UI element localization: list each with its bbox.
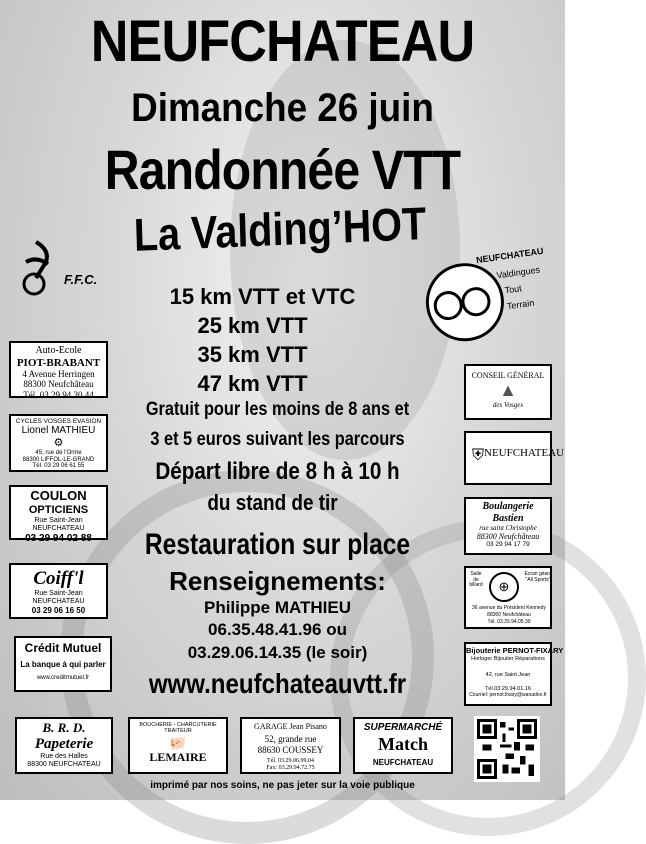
- billiard-ball-icon: ⊕: [489, 572, 519, 602]
- ad-garage-line: 88630 COUSSEY: [257, 744, 324, 755]
- pricing-line-2: 3 et 5 euros suivant les parcours: [150, 429, 405, 450]
- qr-code[interactable]: [474, 716, 540, 782]
- contact-phone-1: 06.35.48.41.96 ou: [208, 620, 347, 639]
- ad-billard-screen: Ecran géant "All Sports": [524, 571, 552, 583]
- ad-coulon-line: 03 29 94 02 88: [25, 532, 92, 544]
- ad-coulon-line: OPTICIENS: [28, 503, 89, 516]
- ad-garage-line: Tél. 03.29.06.99.04: [267, 757, 314, 764]
- town-crest-icon: ⛨: [472, 447, 485, 464]
- route-3: 35 km VTT: [197, 342, 308, 367]
- ad-boulangerie: [464, 497, 552, 555]
- ad-boulangerie-line: Boulangerie: [482, 501, 534, 512]
- ad-bijouterie-line: 42, rue Saint Jean: [485, 671, 531, 678]
- ad-coiffure-line: Rue Saint-Jean: [34, 589, 83, 597]
- ad-conseil-general-line: des Vosges: [492, 400, 524, 409]
- ad-bijouterie-line: Bijouterie PERNOT-FIXARY: [466, 646, 564, 655]
- ad-brd: [15, 717, 113, 774]
- bike-wheels-icon: [421, 259, 502, 340]
- ad-auto-ecole-line: 88300 Neufchâteau: [23, 379, 94, 390]
- club-logo-word-2: Tout: [503, 283, 523, 296]
- ad-brd-line: B. R. D.: [42, 720, 86, 735]
- ad-conseil-general: [464, 364, 552, 420]
- ad-bijouterie: [464, 642, 564, 706]
- ffc-logo: [18, 232, 108, 304]
- ad-billard-label: Salle de billard: [469, 571, 483, 588]
- ad-conseil-general-line: CONSEIL GÉNÉRAL: [471, 371, 545, 380]
- ad-brd-line: 88300 NEUFCHATEAU: [27, 761, 101, 769]
- route-2: 25 km VTT: [197, 313, 308, 338]
- ad-credit-mutuel-word: Crédit: [24, 641, 60, 655]
- route-1: 15 km VTT et VTC: [169, 284, 356, 309]
- ad-cycles-line: Lionel MATHIEU: [21, 425, 96, 437]
- ad-boulangerie-line: rue saint Christophe: [479, 524, 537, 532]
- ad-billard-line: 36 avenue du Président Kennedy: [472, 605, 546, 611]
- contact-name: Philippe MATHIEU: [203, 598, 351, 617]
- ad-credit-mutuel-line: www.creditmutuel.fr: [36, 674, 90, 681]
- qr-code-icon: [477, 719, 537, 779]
- ad-credit-mutuel-line: [16, 642, 110, 656]
- website-link[interactable]: www.neufchateauvtt.fr: [148, 668, 407, 699]
- ad-ville-line: NEUFCHATEAU: [484, 447, 565, 459]
- ad-coiffure: [9, 563, 108, 619]
- ad-boulangerie-line: Bastien: [492, 512, 524, 524]
- ad-cycles-line: CYCLES VOSGES EVASION: [15, 418, 102, 425]
- poster-title: NEUFCHATEAU: [90, 9, 475, 74]
- cyclist-icon: [18, 232, 108, 304]
- ad-coulon-line: NEUFCHATEAU: [32, 524, 85, 532]
- footer-note: imprimé par nos soins, ne pas jeter sur la voie publique: [150, 780, 415, 791]
- ad-billard-line: Tél. 03.29.94.05.39: [487, 619, 531, 625]
- ad-brd-line: Rue des Halles: [40, 753, 88, 761]
- ad-bijouterie-line: Courriel: pernot.fixary@wanadoo.fr: [469, 691, 547, 698]
- ad-coulon-line: COULON: [30, 488, 87, 503]
- ad-boulangerie-line: 88300 Neufchâteau: [476, 532, 540, 542]
- ad-cycles-line: Tél. 03 29 06 61 55: [32, 463, 85, 470]
- ad-auto-ecole-line: Auto-Ecole: [35, 345, 82, 356]
- ad-match: [353, 717, 453, 774]
- event-date: Dimanche 26 juin: [131, 86, 434, 130]
- bike-icon: ⚙: [53, 436, 64, 449]
- ad-coulon: [9, 485, 108, 544]
- ad-lemaire-line: TRAITEUR: [164, 728, 192, 735]
- departure-line-1: Départ libre de 8 h à 10 h: [155, 458, 400, 485]
- ad-match-line: Match: [378, 733, 428, 754]
- ad-garage-line: 52, grande rue: [264, 734, 317, 745]
- pig-icon: 🐖: [169, 734, 187, 751]
- ad-coiffure-line: 03 29 06 16 50: [31, 605, 86, 615]
- ad-auto-ecole-line: Tél. 03 29 94 30 44: [23, 389, 94, 400]
- club-logo-word-3: Terrain: [506, 297, 535, 312]
- club-logo-name: NEUFCHATEAU: [475, 245, 545, 266]
- ad-auto-ecole-line: 4 Avenue Herringen: [22, 369, 95, 380]
- ad-brd-line: Papeterie: [34, 735, 94, 752]
- catering: Restauration sur place: [144, 528, 411, 561]
- ad-auto-ecole: [9, 341, 108, 398]
- ad-coulon-line: Rue Saint-Jean: [34, 516, 83, 524]
- contact-phone-2: 03.29.06.14.35 (le soir): [187, 643, 368, 662]
- ad-match-line: NEUFCHATEAU: [372, 758, 434, 768]
- ad-boulangerie-line: 03 29 94 17 79: [486, 541, 530, 549]
- ad-bijouterie-line: Tél.03.29.94.01.16: [485, 686, 531, 693]
- ad-credit-mutuel-word: Mutuel: [62, 641, 102, 655]
- ad-garage-line: GARAGE Jean Pisano: [254, 722, 327, 731]
- ad-ville: [464, 431, 565, 485]
- pricing-line-1: Gratuit pour les moins de 8 ans et: [145, 399, 410, 420]
- ad-bijouterie-line: Horloger Bijoutier Réparations: [471, 655, 545, 662]
- ad-coiffure-line: NEUFCHATEAU: [32, 597, 85, 605]
- departure-line-2: du stand de tir: [207, 490, 338, 515]
- club-logo-word-1: Valdingues: [495, 264, 541, 281]
- ad-cycles: [9, 414, 108, 472]
- info-heading: Renseignements:: [169, 566, 386, 596]
- ad-auto-ecole-line: PIOT-BRABANT: [16, 356, 101, 369]
- vosges-map-icon: ▲: [499, 380, 517, 401]
- ad-lemaire-line: LEMAIRE: [149, 749, 207, 764]
- ad-cycles-line: 45, rue de l'Orme: [35, 449, 82, 456]
- ad-match-line: SUPERMARCHÉ: [363, 722, 443, 733]
- ad-credit-mutuel: [14, 636, 112, 692]
- ad-cycles-line: 88300 LIFFOL-LE-GRAND: [22, 456, 95, 463]
- ad-lemaire: [128, 717, 228, 774]
- ad-garage: [240, 717, 341, 774]
- ad-garage-line: Fax: 03.29.94.72.75: [266, 764, 315, 771]
- ad-billard: [464, 566, 552, 629]
- ad-coiffure-line: Coiff'l: [33, 568, 84, 589]
- event-type: Randonnée VTT: [104, 138, 461, 201]
- ad-credit-mutuel-line: La banque à qui parler: [20, 659, 106, 669]
- ad-lemaire-line: BOUCHERIE - CHARCUTERIE: [139, 722, 217, 728]
- route-4: 47 km VTT: [197, 371, 308, 396]
- ffc-label: F.F.C.: [64, 272, 98, 287]
- ad-billard-line: 88300 Neufchâteau: [487, 612, 531, 618]
- event-name: La Valding’HOT: [133, 197, 427, 261]
